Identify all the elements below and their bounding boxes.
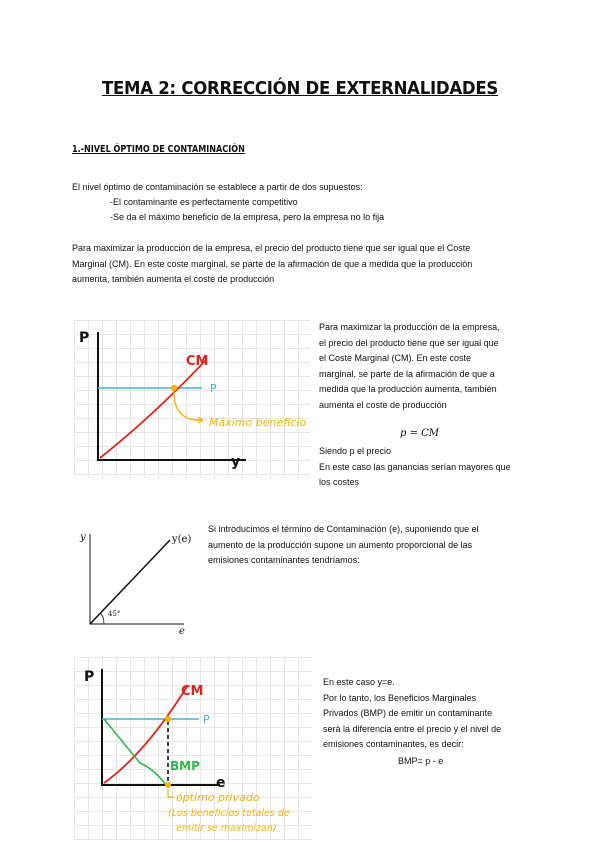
figure-1-cm-curve xyxy=(100,360,206,458)
figure-3-optimum-point xyxy=(165,782,171,788)
figure-2-angle-label: 45° xyxy=(108,610,121,618)
side-line: aumenta el coste de producción xyxy=(319,399,447,410)
side-line: emisiones contaminantes, es decir: xyxy=(323,739,464,749)
figure-1-annotation: Máximo beneficio xyxy=(209,416,307,429)
side-line: será la diferencia entre el precio y el nivel de xyxy=(323,723,502,734)
figure-3-price-label: P xyxy=(203,713,210,726)
figure-2-axis-y-label: y xyxy=(80,532,86,543)
after-line: los costes xyxy=(319,477,360,487)
figure-3-annotation-arrow xyxy=(168,789,174,797)
figure-2-axis-x-label: e xyxy=(179,626,185,637)
figure-3-annotation-line: óptimo privado xyxy=(176,791,260,804)
figure-3-side-text xyxy=(323,675,501,753)
side-line: marginal, se parte de la afirmación de que a xyxy=(319,368,495,379)
figure-1-equilibrium-point xyxy=(171,385,177,391)
paragraph-line: Marginal (CM). En este coste marginal, se parte de la afirmación de que a medida que la producción xyxy=(72,258,473,269)
after-line: En este caso las ganancias serían mayores que xyxy=(319,461,511,472)
intro-block xyxy=(72,180,384,225)
figure-1-side-text xyxy=(319,320,500,413)
figure-1-axis-x-label: y xyxy=(231,454,241,470)
figure-1-graph xyxy=(74,320,310,478)
assumption-1: -El contaminante es perfectamente competitivo xyxy=(110,197,298,207)
figure-3-axis-y-label: P xyxy=(84,669,95,685)
figure-1-price-label: P xyxy=(210,382,217,395)
figure-1-axis-y-label: P xyxy=(79,330,90,346)
after-line: Siendo p el precio xyxy=(319,446,392,456)
figure-1-cm-label: CM xyxy=(186,354,209,369)
figure-2-angle-arc xyxy=(100,613,104,624)
figure-2-axes xyxy=(90,534,184,624)
paragraph-line: Para maximizar la producción de la empresa, el precio del producto tiene que ser igual que el Coste xyxy=(72,243,471,253)
figure-3-graph xyxy=(74,657,312,840)
paragraph-line: aumenta, también aumenta el coste de producción xyxy=(72,274,275,284)
figure-2-side-text xyxy=(208,522,479,569)
figure-2-line xyxy=(90,540,170,624)
side-line: medida que la producción aumenta, también xyxy=(319,384,497,394)
side-line: Si introducimos el término de Contaminación (e), suponiendo que el xyxy=(208,524,479,534)
side-line: En este caso y=e. xyxy=(323,677,395,687)
figure-2-graph xyxy=(74,522,204,637)
figure-3-equilibrium-point xyxy=(165,716,171,722)
intro-text: El nivel óptimo de contaminación se establece a partir de dos supuestos: xyxy=(72,182,363,192)
side-line: Privados (BMP) de emitir un contaminante xyxy=(323,708,493,718)
side-line: el Coste Marginal (CM). En este coste xyxy=(319,353,472,363)
main-paragraph xyxy=(72,241,472,288)
figure-1-annotation-arrow xyxy=(174,392,202,420)
figure-1-after-text xyxy=(319,444,511,491)
side-line: Para maximizar la producción de la empresa, xyxy=(319,322,500,332)
figure-3-cm-label: CM xyxy=(181,684,204,699)
bmp-formula: BMP= p - e xyxy=(398,756,444,766)
side-line: emisiones contaminantes tendríamos: xyxy=(208,555,360,565)
section-heading: 1.-NIVEL ÓPTIMO DE CONTAMINACIÓN xyxy=(72,144,245,155)
side-line: Por lo tanto, los Beneficios Marginales xyxy=(323,692,477,703)
figure-3-bmp-label: BMP xyxy=(170,759,200,773)
figure-3-annotation-line: emitir se maximizan) xyxy=(176,823,277,834)
equation: p = CM xyxy=(400,428,440,439)
page-title: TEMA 2: CORRECCIÓN DE EXTERNALIDADES xyxy=(101,78,499,99)
assumption-2: -Se da el máximo beneficio de la empresa, pero la empresa no lo fija xyxy=(110,212,385,222)
figure-3-annotation-line: (Los beneficios totales de xyxy=(168,808,290,819)
figure-3-axis-x-label: e xyxy=(216,775,226,791)
side-line: aumento de la producción supone un aumento proporcional de las xyxy=(208,539,473,550)
side-line: el precio del producto tiene que ser igual que xyxy=(319,337,499,348)
figure-2-line-label: y(e) xyxy=(172,534,192,545)
